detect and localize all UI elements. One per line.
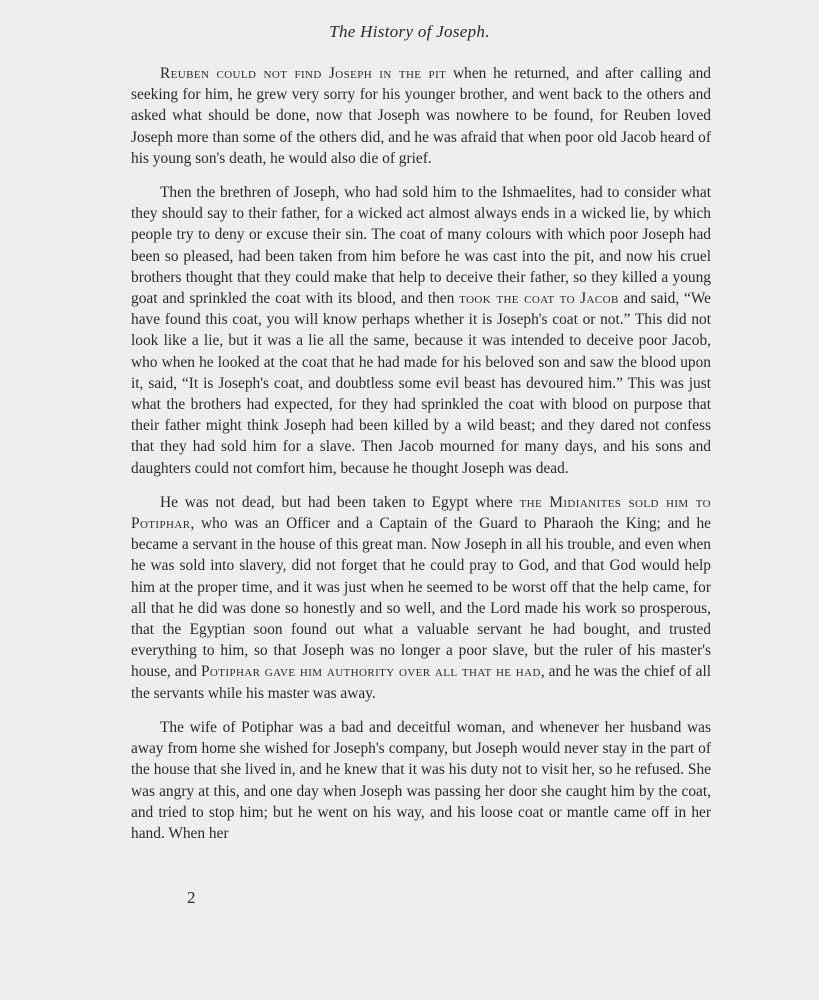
- paragraph-2-caps: took the coat to Jacob: [459, 290, 619, 308]
- paragraph-3-caps-b: Potiphar gave him authority over all that he had: [200, 663, 541, 681]
- paragraph-1: [131, 63, 711, 169]
- paragraph-3-text-c: , and he was the chief of all the servants while his master was away.: [131, 663, 712, 702]
- paragraph-4: [131, 717, 711, 844]
- paragraph-3: [131, 492, 711, 704]
- paragraph-2-text-b: and said, “We have found this coat, you will know perhaps whether it is Joseph's coat or not.” This did not look like a lie, but it was a lie all the same, because it was intended to deceive poor Jacob, who when he looked at the coat that he had made for his beloved son and saw the blood upon it, said, “It is Joseph's coat, and doubtless some evil beast has devoured him.” This was just what the brothers had expected, for they had sprinkled the coat with blood on purpose that their father might think Joseph had been killed by a wild beast; and they dared not confess that they had sold him for a slave. Then Jacob mourned for many days, and his sons and daughters could not comfort him, because he thought Joseph was dead.: [131, 290, 711, 477]
- running-title: The History of Joseph.: [329, 22, 490, 41]
- paragraph-4-text: The wife of Potiphar was a bad and deceitful woman, and whenever her husband was away from home she wished for Joseph's company, but Joseph would never stay in the part of the house that she lived in, and he knew that it was his duty not to visit her, so he refused. She was angry at this, and one day when Joseph was passing her door she caught him by the coat, and tried to stop him; but he went on his way, and his loose coat or mantle came off in her hand. When her: [131, 718, 711, 842]
- body-text: [131, 63, 711, 857]
- paragraph-3-text-b: , who was an Officer and a Captain of the Guard to Pharaoh the King; and he became a servant in the house of this great man. Now Joseph in all his trouble, and even when he was sold into slavery, did not forget that he could pray to God, and that God would help him at the proper time, and it was just when he seemed to be worst off that the help came, for all that he did was done so honestly and so well, and the Lord made his work so prosperous, that the Egyptian soon found out what a valuable servant he had bought, and trusted everything to him, so that Joseph was no longer a poor slave, but the ruler of his master's house, and: [131, 515, 711, 681]
- paragraph-1-lead-caps: Reuben could not find Joseph in the pit: [160, 65, 447, 82]
- paragraph-3-text-a: He was not dead, but had been taken to Egypt where: [160, 493, 520, 511]
- paragraph-1-text: when he returned, and after calling and seeking for him, he grew very sorry for his younger brother, and went back to the others and asked what should be done, now that Joseph was nowhere to be found, for Reuben loved Joseph more than some of the others did, and he was afraid that when poor old Jacob heard of his young son's death, he would also die of grief.: [131, 65, 712, 167]
- paragraph-2-text-a: Then the brethren of Joseph, who had sold him to the Ishmaelites, had to consider what they should say to their father, for a wicked act almost always ends in a wicked lie, by which people try to deny or excuse their sin. The coat of many colours with which poor Joseph had been so pleased, had been taken from him before he was cast into the pit, and now his cruel brothers thought that they could make that help to deceive their father, so they killed a young goat and sprinkled the coat with its blood, and then: [131, 184, 711, 308]
- paragraph-3-caps-a: the Midianites sold him to Potiphar: [131, 493, 712, 533]
- page-number: 2: [187, 888, 196, 907]
- paragraph-2: [131, 182, 711, 479]
